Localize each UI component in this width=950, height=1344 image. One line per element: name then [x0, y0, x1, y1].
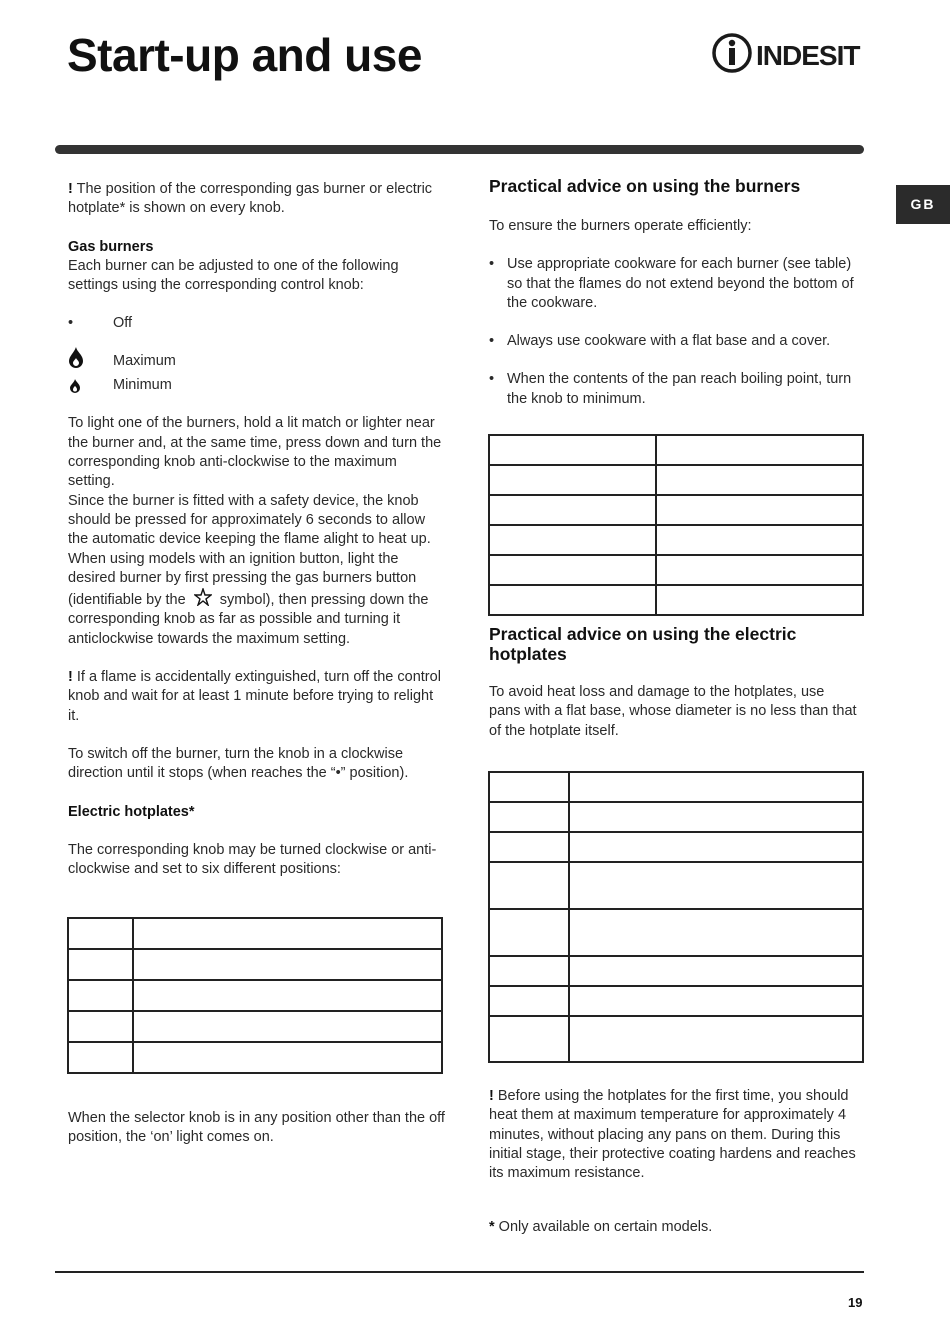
table-row	[68, 1011, 442, 1042]
electric-hotplates-heading: Electric hotplates*	[68, 803, 195, 820]
table-row	[489, 525, 863, 555]
table-row	[489, 555, 863, 585]
table-row	[68, 949, 442, 980]
hotplate-positions-table	[67, 917, 443, 1074]
table-row	[68, 980, 442, 1011]
footnote: * Only available on certain models.	[489, 1219, 713, 1236]
page-title: Start-up and use	[67, 29, 422, 81]
selector-knob-text: When the selector knob is in any position other than the off position, the ‘on’ light comes on.	[68, 1110, 445, 1146]
list-item: • Always use cookware with a flat base and a cover.	[489, 333, 831, 350]
right-column	[489, 176, 867, 409]
table-row	[68, 1042, 442, 1073]
burners-intro: To ensure the burners operate efficiently:	[489, 218, 752, 234]
footer-divider	[55, 1271, 864, 1273]
table-row	[489, 986, 863, 1016]
table-row	[489, 909, 863, 956]
gas-burners-text: Each burner can be adjusted to one of the following settings using the corresponding control knob:	[68, 257, 399, 294]
lighting-text-3: When using models with an ignition button, light the desired burner by first pressing the gas burners button (identifiable by the symbol), then pressing down the corresponding knob as far as possible and turning it anticlockwise towards the maximum setting.	[68, 550, 429, 647]
page-number: 19	[848, 1295, 863, 1310]
intro-note: ! The position of the corresponding gas burner or electric hotplate* is shown on every knob.	[68, 181, 433, 217]
list-item: • Use appropriate cookware for each burner (see table) so that the flames do not extend beyond the bottom of the cookware.	[489, 256, 854, 311]
table-row	[489, 832, 863, 862]
off-dot-icon: •	[68, 315, 74, 332]
left-column	[68, 180, 446, 879]
lighting-text-1: To light one of the burners, hold a lit match or lighter near the burner and, at the same time, press down and turn the corresponding knob anti-clockwise to the maximum setting.	[68, 415, 442, 490]
table-row	[489, 1016, 863, 1062]
table-row	[489, 862, 863, 909]
electric-hotplates-text: The corresponding knob may be turned clockwise or anti-clockwise and set to six different positions:	[68, 841, 437, 878]
list-item: • When the contents of the pan reach boiling point, turn the knob to minimum.	[489, 371, 852, 407]
hotplates-advice-text: To avoid heat loss and damage to the hotplates, use pans with a flat base, whose diameter is no less than that of the hotplate itself.	[489, 684, 857, 739]
large-flame-icon	[68, 352, 113, 374]
table-row	[489, 802, 863, 832]
switch-off-text: To switch off the burner, turn the knob in a clockwise direction until it stops (when reaches the “•” position).	[68, 745, 409, 782]
indesit-logo-icon	[712, 32, 867, 74]
table-row	[489, 772, 863, 802]
brand-logo	[712, 32, 867, 74]
gas-burners-heading: Gas burners	[68, 238, 154, 255]
language-tab: GB	[896, 185, 950, 224]
ignition-star-icon	[194, 588, 212, 606]
burners-advice-heading: Practical advice on using the burners	[489, 176, 801, 196]
table-row	[489, 495, 863, 525]
setting-minimum: Minimum	[68, 376, 446, 414]
table-row	[489, 465, 863, 495]
hotplates-advice-section	[489, 624, 859, 741]
table-row	[489, 435, 863, 465]
small-flame-icon	[68, 376, 113, 400]
table-row	[68, 918, 442, 949]
lighting-text-2: Since the burner is fitted with a safety device, the knob should be pressed for approximately 6 seconds to allow the automatic device keeping the flame alight to heat up.	[68, 492, 431, 548]
first-use-warning: ! Before using the hotplates for the first time, you should heat them at maximum temperature for approximately 4 minutes, without placing any pans on them. During this initial stage, their protective coating hardens and reaches its maximum resistance.	[489, 1088, 856, 1182]
setting-off: • Off	[68, 314, 446, 352]
setting-maximum: Maximum	[68, 352, 446, 376]
brand-name: INDESIT	[756, 40, 860, 71]
hotplate-power-table	[488, 771, 864, 1063]
first-use-section	[489, 1087, 867, 1238]
header-divider	[55, 145, 864, 154]
table-row	[489, 585, 863, 615]
extinguished-warning: ! If a flame is accidentally extinguished, turn off the control knob and wait for at least 1 minute before trying to relight it.	[68, 669, 441, 724]
table-row	[489, 956, 863, 986]
burner-cookware-table	[488, 434, 864, 616]
hotplates-advice-heading: Practical advice on using the electric hotplates	[489, 624, 797, 664]
